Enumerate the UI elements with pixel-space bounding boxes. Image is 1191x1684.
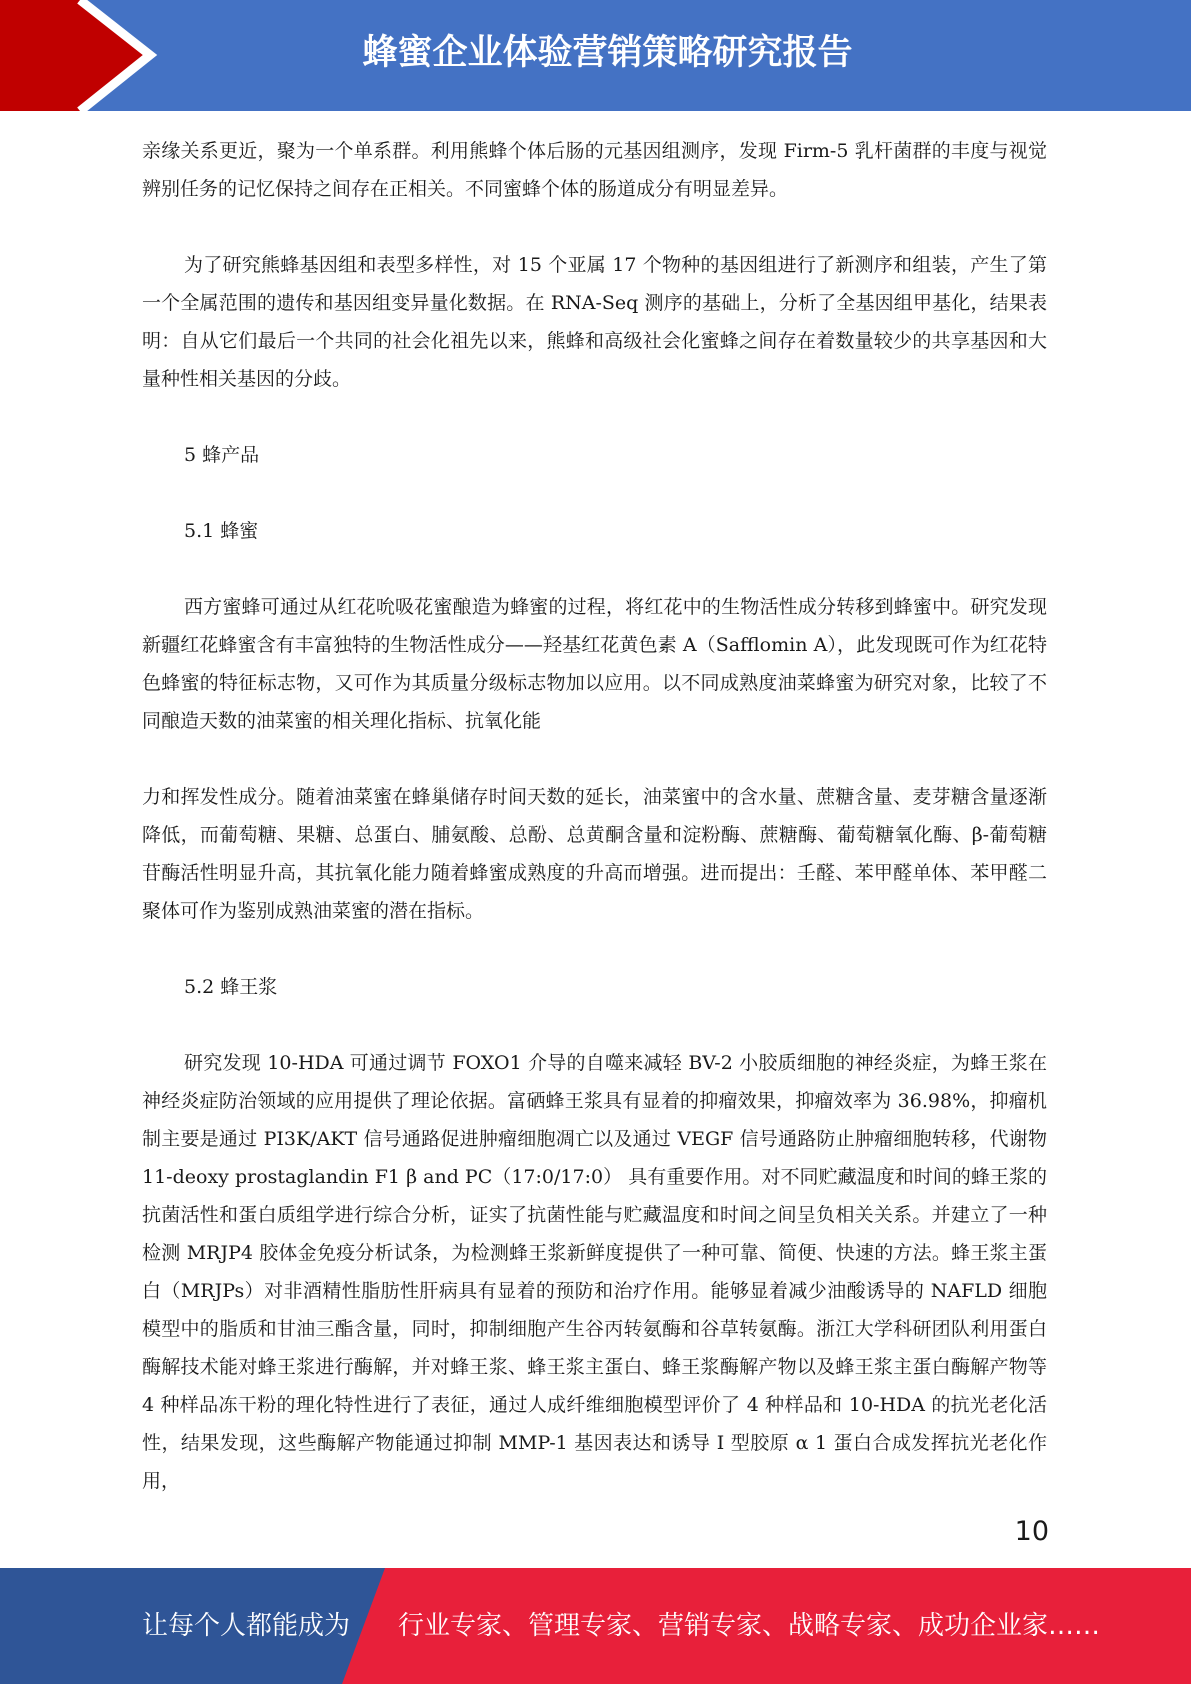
paragraph-continuation: 亲缘关系更近，聚为一个单系群。利用熊蜂个体后肠的元基因组测序，发现 Firm-5 乳杆菌群的丰度与视觉辨别任务的记忆保持之间存在正相关。不同蜜蜂个体的肠道成分有明显差异。 <box>142 140 1047 200</box>
footer-slogan-right: 行业专家、管理专家、营销专家、战略专家、成功企业家…… <box>398 1611 1101 1641</box>
paragraph-bumblebee-genome: 为了研究熊蜂基因组和表型多样性，对 15 个亚属 17 个物种的基因组进行了新测序和组装，产生了第一个全属范围的遗传和基因组变异量化数据。在 RNA-Seq 测序的基础上，分析了全基因组甲基化，结果表明：自从它们最后一个共同的社会化祖先以来，熊蜂和高级社会化蜜蜂之间存在着数量较少的共享基因和大量种性相关基因的分歧。 <box>142 254 1047 390</box>
page-header-banner <box>0 0 1191 111</box>
subsection-heading-honey: 5.1 蜂蜜 <box>184 520 259 542</box>
subsection-heading-royal-jelly: 5.2 蜂王浆 <box>184 976 278 998</box>
paragraph-royal-jelly-research: 研究发现 10-HDA 可通过调节 FOXO1 介导的自噬来减轻 BV-2 小胶质细胞的神经炎症，为蜂王浆在神经炎症防治领域的应用提供了理论依据。富硒蜂王浆具有显着的抑瘤效果，抑瘤效率为 36.98%，抑瘤机制主要是通过 PI3K/AKT 信号通路促进肿瘤细胞凋亡以及通过 VEGF 信号通路防止肿瘤细胞转移，代谢物 11-deoxy prostaglandin F1 β and PC（17:0/17:0） 具有重要作用。对不同贮藏温度和时间的蜂王浆的抗菌活性和蛋白质组学进行综合分析，证实了抗菌性能与贮藏温度和时间之间呈负相关关系。并建立了一种检测 MRJP4 胶体金免疫分析试条，为检测蜂王浆新鲜度提供了一种可靠、简便、快速的方法。蜂王浆主蛋白（MRJPs）对非酒精性脂肪性肝病具有显着的预防和治疗作用。能够显着减少油酸诱导的 NAFLD 细胞模型中的脂质和甘油三酯含量，同时，抑制细胞产生谷丙转氨酶和谷草转氨酶。浙江大学科研团队利用蛋白酶解技术能对蜂王浆进行酶解，并对蜂王浆、蜂王浆主蛋白、蜂王浆酶解产物以及蜂王浆主蛋白酶解产物等 4 种样品冻干粉的理化特性进行了表征，通过人成纤维细胞模型评价了 4 种样品和 10-HDA 的抗光老化活性，结果发现，这些酶解产物能通过抑制 MMP-1 基因表达和诱导 I 型胶原 α 1 蛋白合成发挥抗光老化作用， <box>142 1052 1047 1492</box>
footer-slogan-left: 让每个人都能成为 <box>142 1611 351 1641</box>
paragraph-safflower-honey: 西方蜜蜂可通过从红花吮吸花蜜酿造为蜂蜜的过程，将红花中的生物活性成分转移到蜂蜜中。研究发现新疆红花蜂蜜含有丰富独特的生物活性成分——羟基红花黄色素 A（Safflomin A），此发现既可作为红花特色蜂蜜的特征标志物，又可作为其质量分级标志物加以应用。以不同成熟度油菜蜂蜜为研究对象，比较了不同酿造天数的油菜蜜的相关理化指标、抗氧化能 <box>142 596 1047 732</box>
page-footer-banner <box>0 1568 1191 1684</box>
document-body <box>142 132 1047 1538</box>
report-title: 蜂蜜企业体验营销策略研究报告 <box>362 33 853 73</box>
section-heading-bee-products: 5 蜂产品 <box>184 444 260 466</box>
paragraph-rapeseed-honey: 力和挥发性成分。随着油菜蜜在蜂巢储存时间天数的延长，油菜蜜中的含水量、蔗糖含量、麦芽糖含量逐渐降低，而葡萄糖、果糖、总蛋白、脯氨酸、总酚、总黄酮含量和淀粉酶、蔗糖酶、葡萄糖氧化酶、β-葡萄糖苷酶活性明显升高，其抗氧化能力随着蜂蜜成熟度的升高而增强。进而提出：壬醛、苯甲醛单体、苯甲醛二聚体可作为鉴别成熟油菜蜜的潜在指标。 <box>142 786 1047 922</box>
page-number: 10 <box>1014 1516 1049 1547</box>
